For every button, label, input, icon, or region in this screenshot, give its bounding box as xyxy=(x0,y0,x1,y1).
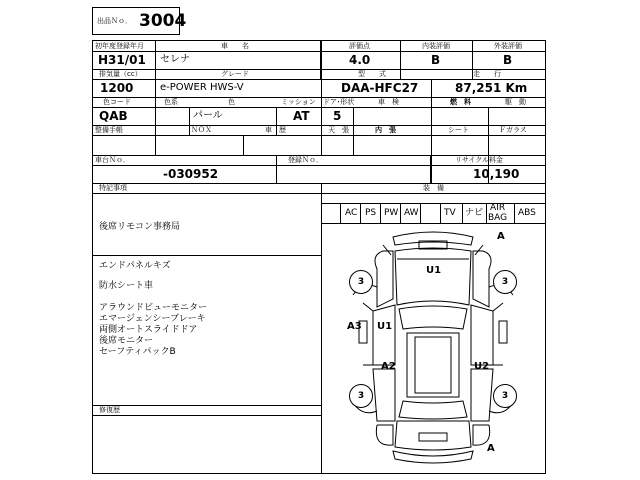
first-reg-label: 初年度登録年月 xyxy=(95,42,144,50)
sunroof-label: 天 張 xyxy=(328,126,349,134)
model-type-label: 型 式 xyxy=(358,70,386,78)
lot-number-box xyxy=(92,7,187,35)
doors-value: 5 xyxy=(333,109,342,123)
mark-left-front-door: U1 xyxy=(377,321,393,332)
grade-value: e-POWER HWS-V xyxy=(160,82,244,93)
seat-label: シート xyxy=(448,126,469,134)
mark-left-rear-door: A2 xyxy=(381,361,396,372)
chassis-no-value: -030952 xyxy=(163,167,219,181)
chassis-no-label: 車台Ｎｏ． xyxy=(95,156,130,164)
mark-rear: A xyxy=(487,443,495,454)
tire-front-left: 3 xyxy=(349,270,373,294)
exterior-score-value: B xyxy=(503,53,513,67)
transmission-label: ミッション xyxy=(281,98,316,106)
equip-aw: AW xyxy=(404,208,419,218)
note-line-1: 後席リモコン事務局 xyxy=(99,222,181,232)
equip-abs: ABS xyxy=(518,208,536,218)
transmission-value: AT xyxy=(293,109,310,123)
color-label: 色 xyxy=(228,98,235,106)
equip-tv: TV xyxy=(444,208,456,218)
notes-label: 特記事項 xyxy=(99,184,127,192)
doors-shape-label: ドア･形状 xyxy=(323,98,355,106)
tire-rear-right: 3 xyxy=(493,384,517,408)
exterior-score-label: 外装評価 xyxy=(494,42,522,50)
color-code-value: QAB xyxy=(99,109,128,123)
mark-right-rear-door: U2 xyxy=(474,361,490,372)
inspection-label: 車 検 xyxy=(378,98,399,106)
lot-number: 3004 xyxy=(139,11,187,31)
mark-front: A xyxy=(497,231,505,242)
recycle-fee-value: 10,190 xyxy=(473,167,520,181)
lot-label: 出品Ｎｏ． xyxy=(97,17,132,25)
equipment-label: 装 備 xyxy=(423,184,444,192)
equip-pw: PW xyxy=(384,208,399,218)
grade-label: グレード xyxy=(221,70,249,78)
model-name-label: 車 名 xyxy=(221,42,249,50)
equipment-manual-label: 整備手帳 xyxy=(95,126,123,134)
vehicle-damage-diagram xyxy=(333,225,533,471)
nox-label: ＮＯＸ xyxy=(191,126,212,134)
equip-ac: AC xyxy=(345,208,358,218)
equip-ps: PS xyxy=(365,208,377,218)
interior-score-value: B xyxy=(431,53,441,67)
equip-navi: ナビ xyxy=(465,208,484,218)
reg-no-label: 登録Ｎｏ． xyxy=(288,156,323,164)
color-code-label: 色コード xyxy=(103,98,131,106)
form-sheet xyxy=(92,40,546,474)
displacement-label: 排気量（cc） xyxy=(99,70,142,78)
drive-label: 駆 動 xyxy=(505,98,526,106)
displacement-value: 1200 xyxy=(100,81,134,95)
model-name-value: セレナ xyxy=(160,54,190,65)
interior-score-label: 内装評価 xyxy=(422,42,450,50)
recycle-fee-label: リサイクル料金 xyxy=(455,156,504,164)
equip-airbag: AIR BAG xyxy=(488,203,508,223)
color-value: パール xyxy=(193,110,223,121)
first-reg-value: H31/01 xyxy=(98,53,146,67)
note-line-2: エンドパネルキズ xyxy=(99,261,171,271)
model-type-value: DAA-HFC27 xyxy=(341,81,419,95)
note-line-5: エマージェンシーブレーキ xyxy=(99,314,206,324)
color-series-label: 色系 xyxy=(164,98,178,106)
note-line-3: 防水シート車 xyxy=(99,281,154,291)
note-line-7: 後席モニター xyxy=(99,336,154,346)
note-line-6: 両側オートスライドドア xyxy=(99,325,198,335)
repair-history-label: 修復歴 xyxy=(99,406,120,414)
history-label: 車 歴 xyxy=(265,126,286,134)
interior-label: 内 張 xyxy=(375,126,396,134)
mileage-value: 87,251 Km xyxy=(455,81,528,95)
tire-front-right: 3 xyxy=(493,270,517,294)
score-value: 4.0 xyxy=(349,53,371,67)
tire-rear-left: 3 xyxy=(349,384,373,408)
note-line-4: アラウンドビューモニター xyxy=(99,303,208,313)
mark-left-front-panel: A3 xyxy=(347,321,362,332)
equipment-row xyxy=(321,203,545,223)
score-label: 評価点 xyxy=(349,42,370,50)
f-glass-label: Ｆガラス xyxy=(499,126,527,134)
mark-hood: U1 xyxy=(426,265,442,276)
mileage-label: 走 行 xyxy=(473,70,501,78)
note-line-8: セーフティパックB xyxy=(99,347,176,357)
fuel-label: 燃 料 xyxy=(450,98,471,106)
